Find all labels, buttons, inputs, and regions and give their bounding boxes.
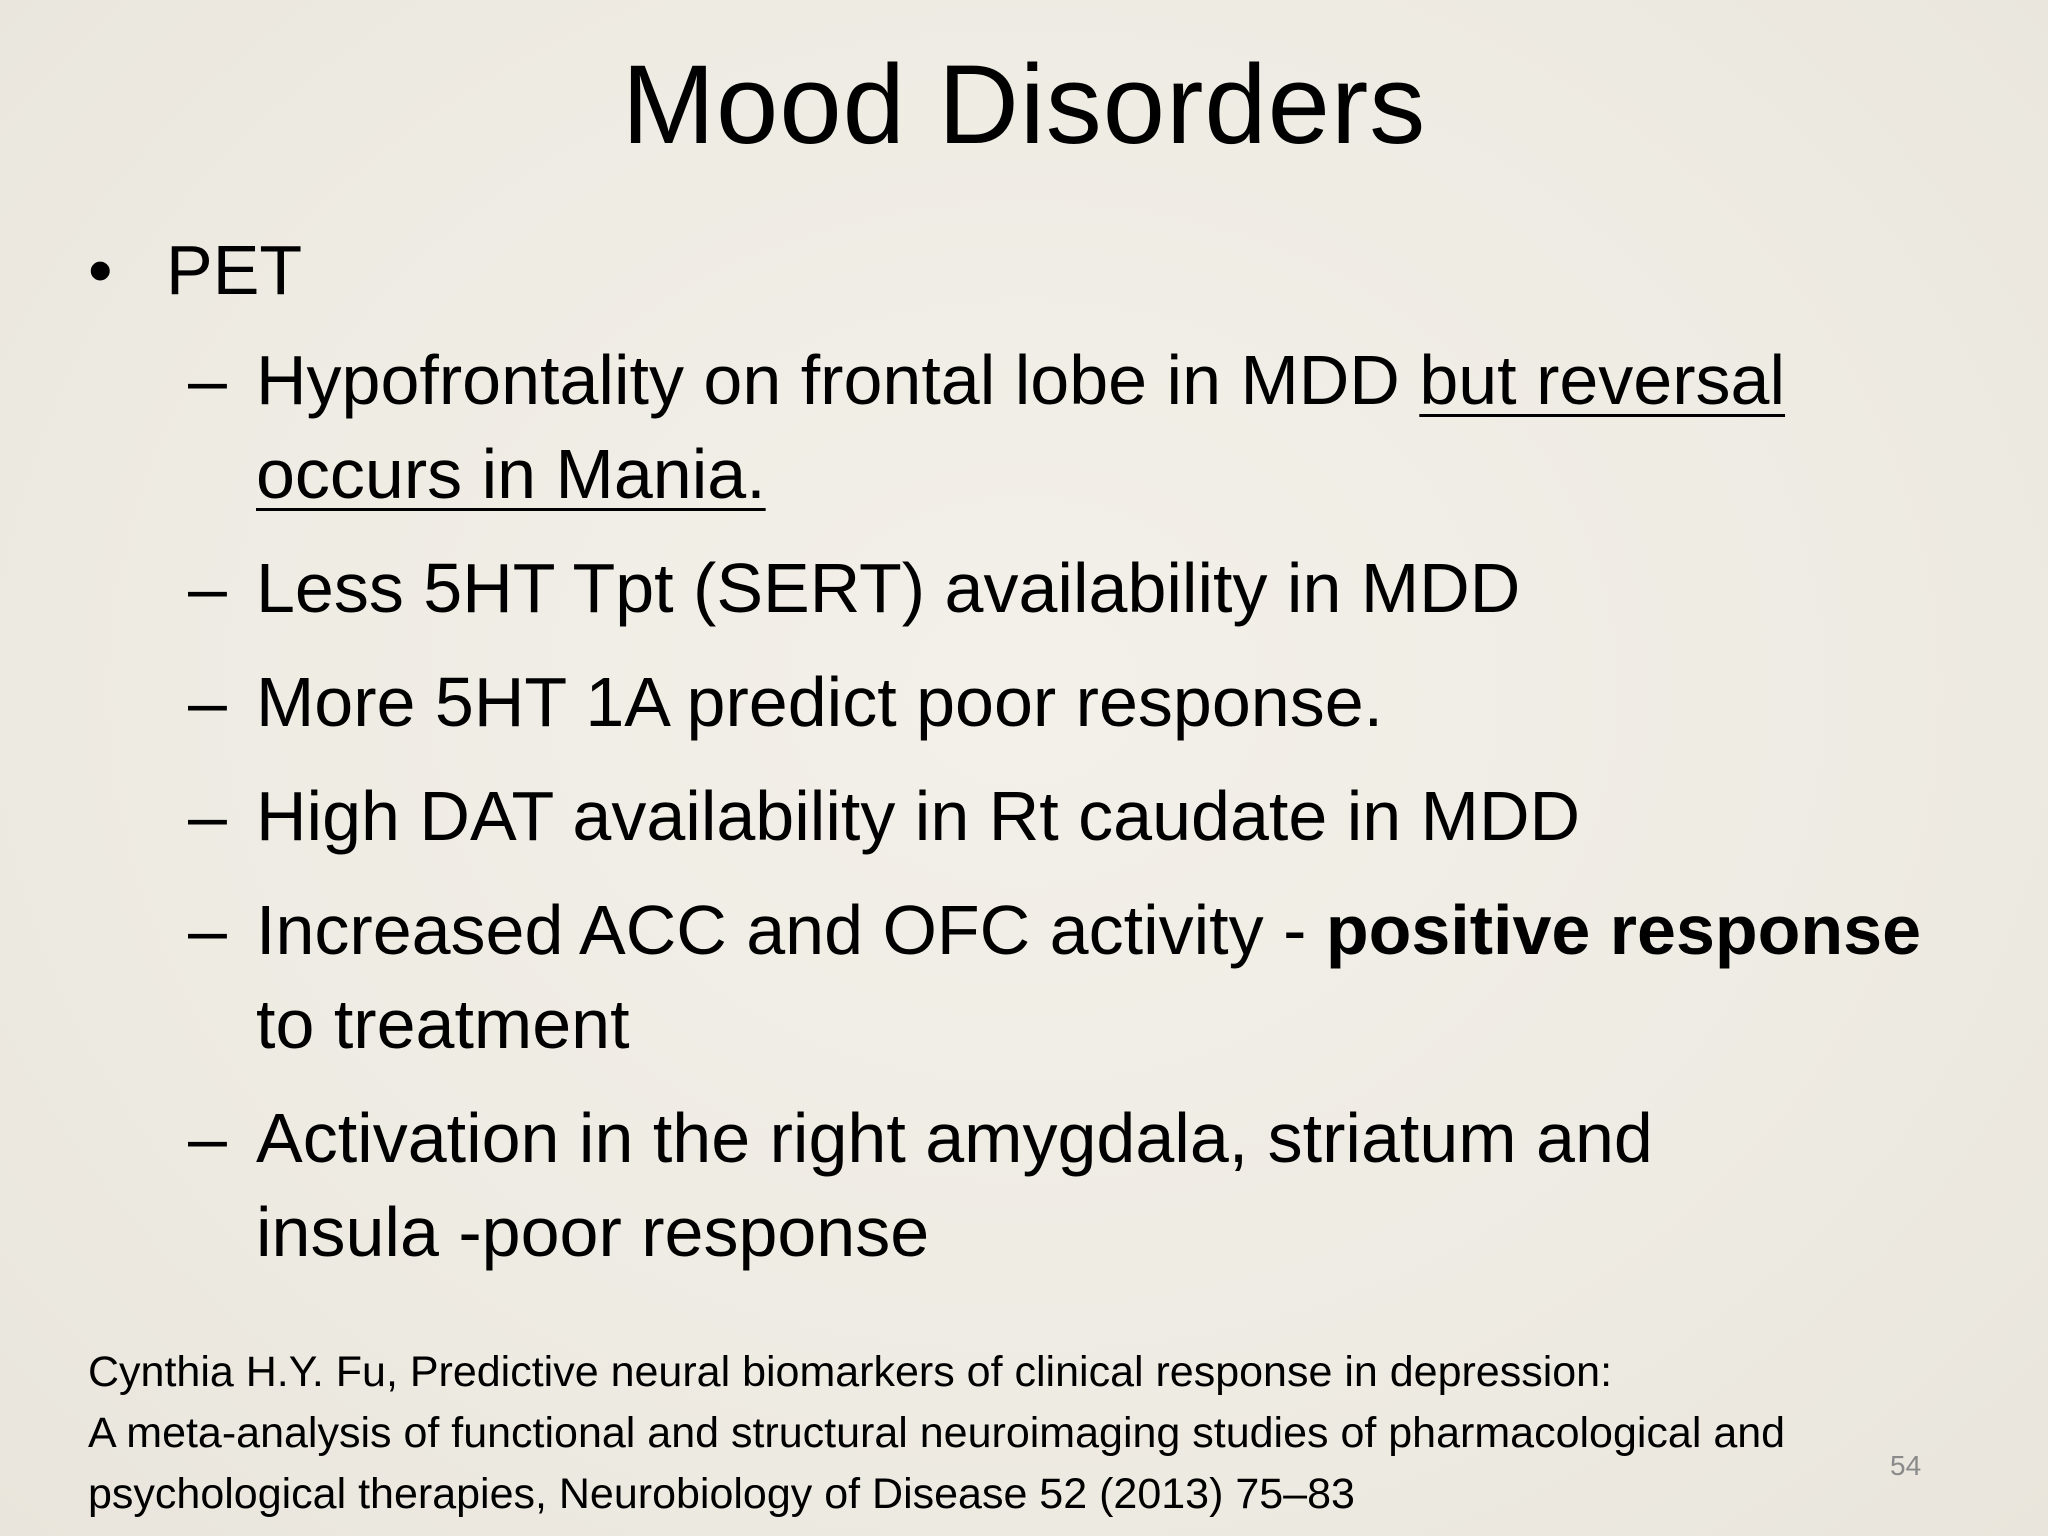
sub-item-sert <box>188 541 1988 635</box>
citation-line-2: A meta-analysis of functional and structural neuroimaging studies of pharmacological and <box>88 1409 1786 1457</box>
dash-icon: – <box>188 891 227 969</box>
sub-item-text: Less 5HT Tpt (SERT) availability in MDD <box>256 549 1521 627</box>
sub-item-text: Activation in the right amygdala, striatum and <box>256 1099 1653 1177</box>
sub-item-text: High DAT availability in Rt caudate in MDD <box>256 777 1581 855</box>
bold-text: positive response <box>1325 891 1922 969</box>
sub-item-text: More 5HT 1A predict poor response. <box>256 663 1384 741</box>
dash-icon: – <box>188 1099 227 1177</box>
sub-item-text: Hypofrontality on frontal lobe in MDD <box>256 341 1420 419</box>
dash-icon: – <box>188 663 227 741</box>
page-number: 54 <box>1890 1450 1922 1481</box>
dash-icon: – <box>188 777 227 855</box>
underlined-text: but reversal <box>1419 341 1786 419</box>
sub-item-5ht1a <box>188 655 1988 749</box>
dash-icon: – <box>188 341 227 419</box>
bullet-text: PET <box>166 231 303 309</box>
sub-item-activation <box>188 1091 1988 1279</box>
sub-item-text-continued: insula -poor response <box>256 1193 930 1271</box>
slide-title: Mood Disorders <box>621 42 1427 167</box>
citation-line-1: Cynthia H.Y. Fu, Predictive neural biomarkers of clinical response in depression: <box>88 1348 1613 1396</box>
underlined-text-continued: occurs in Mania. <box>256 435 766 513</box>
dash-icon: – <box>188 549 227 627</box>
citation <box>88 1342 1785 1525</box>
sub-item-dat <box>188 769 1988 863</box>
sub-item-text: Increased ACC and OFC activity - <box>256 891 1326 969</box>
sub-item-text-continued: to treatment <box>256 985 630 1063</box>
bullet-dot-icon: • <box>88 231 113 309</box>
sub-bullet-list <box>188 333 1988 1299</box>
sub-item-hypofrontality <box>188 333 1988 521</box>
citation-line-3: psychological therapies, Neurobiology of Disease 52 (2013) 75–83 <box>88 1470 1355 1518</box>
sub-item-acc-ofc <box>188 883 1988 1071</box>
